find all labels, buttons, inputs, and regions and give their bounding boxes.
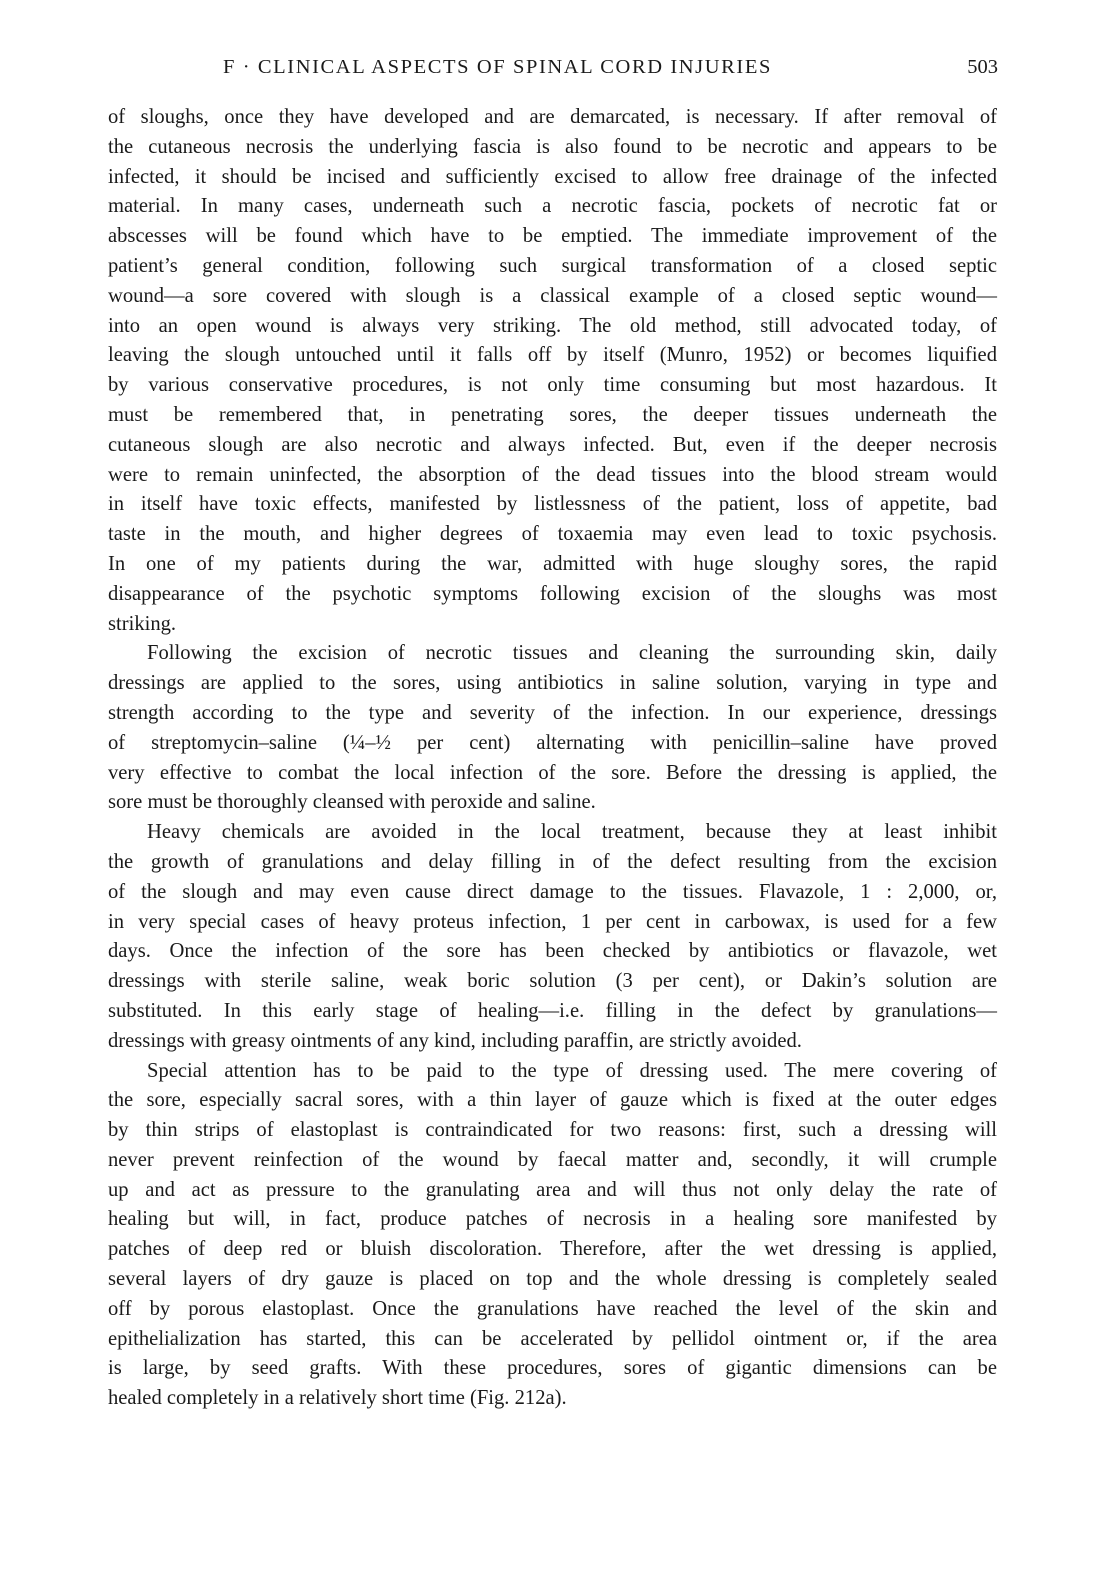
text-line: Special attention has to be paid to the type of dressing used. The mere covering of [147, 1059, 997, 1082]
text-line: were to remain uninfected, the absorption of the dead tissues into the blood stream would [108, 463, 997, 486]
text-line: by thin strips of elastoplast is contraindicated for two reasons: first, such a dressing will [108, 1119, 997, 1142]
text-line: healed completely in a relatively short time (Fig. 212a). [108, 1387, 567, 1410]
text-line: cutaneous slough are also necrotic and always infected. But, even if the deeper necrosis [108, 433, 997, 456]
text-line: infected, it should be incised and sufficiently excised to allow free drainage of the infected [108, 165, 997, 188]
text-line: sore must be thoroughly cleansed with peroxide and saline. [108, 791, 596, 814]
text-line: the sore, especially sacral sores, with a thin layer of gauze which is fixed at the outer edges [108, 1089, 997, 1112]
page-header [108, 56, 998, 86]
text-line: epithelialization has started, this can be accelerated by pellidol ointment or, if the area [108, 1327, 997, 1350]
text-line: abscesses will be found which have to be emptied. The immediate improvement of the [108, 225, 997, 248]
body-text [108, 103, 997, 1414]
text-line: in very special cases of heavy proteus infection, 1 per cent in carbowax, is used for a few [108, 910, 997, 933]
text-line: by various conservative procedures, is not only time consuming but most hazardous. It [108, 374, 997, 397]
text-line: must be remembered that, in penetrating sores, the deeper tissues underneath the [108, 403, 997, 426]
text-line: dressings with sterile saline, weak boric solution (3 per cent), or Dakin’s solution are [108, 970, 997, 993]
text-line: patient’s general condition, following such surgical transformation of a closed septic [108, 254, 997, 277]
text-line: the growth of granulations and delay filling in of the defect resulting from the excision [108, 850, 997, 873]
text-line: several layers of dry gauze is placed on top and the whole dressing is completely sealed [108, 1268, 997, 1291]
text-line: dressings are applied to the sores, using antibiotics in saline solution, varying in type and [108, 672, 997, 695]
paragraph [108, 1057, 997, 1415]
text-line: of the slough and may even cause direct damage to the tissues. Flavazole, 1 : 2,000, or, [108, 880, 997, 903]
text-line: in itself have toxic effects, manifested by listlessness of the patient, loss of appetite, bad [108, 493, 997, 516]
paragraph [108, 639, 997, 818]
text-line: healing but will, in fact, produce patches of necrosis in a healing sore manifested by [108, 1208, 997, 1231]
text-line: striking. [108, 612, 177, 635]
text-line: substituted. In this early stage of healing—i.e. filling in the defect by granulations— [108, 999, 997, 1022]
text-line: up and act as pressure to the granulating area and will thus not only delay the rate of [108, 1178, 997, 1201]
text-line: strength according to the type and severity of the infection. In our experience, dressings [108, 701, 997, 724]
text-line: leaving the slough untouched until it falls off by itself (Munro, 1952) or becomes liquified [108, 344, 997, 367]
text-line: disappearance of the psychotic symptoms following excision of the sloughs was most [108, 582, 997, 605]
text-line: patches of deep red or bluish discoloration. Therefore, after the wet dressing is applied, [108, 1238, 997, 1261]
text-line: In one of my patients during the war, admitted with huge sloughy sores, the rapid [108, 552, 997, 575]
text-line: is large, by seed grafts. With these procedures, sores of gigantic dimensions can be [108, 1357, 997, 1380]
paragraph [108, 103, 997, 639]
text-line: into an open wound is always very striking. The old method, still advocated today, of [108, 314, 997, 337]
text-line: Following the excision of necrotic tissues and cleaning the surrounding skin, daily [147, 642, 997, 665]
text-line: days. Once the infection of the sore has been checked by antibiotics or flavazole, wet [108, 940, 997, 963]
text-line: never prevent reinfection of the wound by faecal matter and, secondly, it will crumple [108, 1148, 997, 1171]
text-line: of streptomycin–saline (¼–½ per cent) alternating with penicillin–saline have proved [108, 731, 997, 754]
text-line: taste in the mouth, and higher degrees of toxaemia may even lead to toxic psychosis. [108, 523, 997, 546]
text-line: off by porous elastoplast. Once the granulations have reached the level of the skin and [108, 1297, 997, 1320]
text-line: dressings with greasy ointments of any kind, including paraffin, are strictly avoided. [108, 1029, 802, 1052]
running-head: F · CLINICAL ASPECTS OF SPINAL CORD INJURIES [223, 56, 772, 78]
text-line: very effective to combat the local infection of the sore. Before the dressing is applied, the [108, 761, 997, 784]
paragraph [108, 818, 997, 1056]
text-line: Heavy chemicals are avoided in the local treatment, because they at least inhibit [147, 821, 997, 844]
text-line: material. In many cases, underneath such a necrotic fascia, pockets of necrotic fat or [108, 195, 997, 218]
page-number: 503 [967, 56, 998, 78]
text-line: the cutaneous necrosis the underlying fascia is also found to be necrotic and appears to be [108, 135, 997, 158]
text-line: of sloughs, once they have developed and are demarcated, is necessary. If after removal of [108, 106, 997, 128]
text-line: wound—a sore covered with slough is a classical example of a closed septic wound— [108, 284, 997, 307]
